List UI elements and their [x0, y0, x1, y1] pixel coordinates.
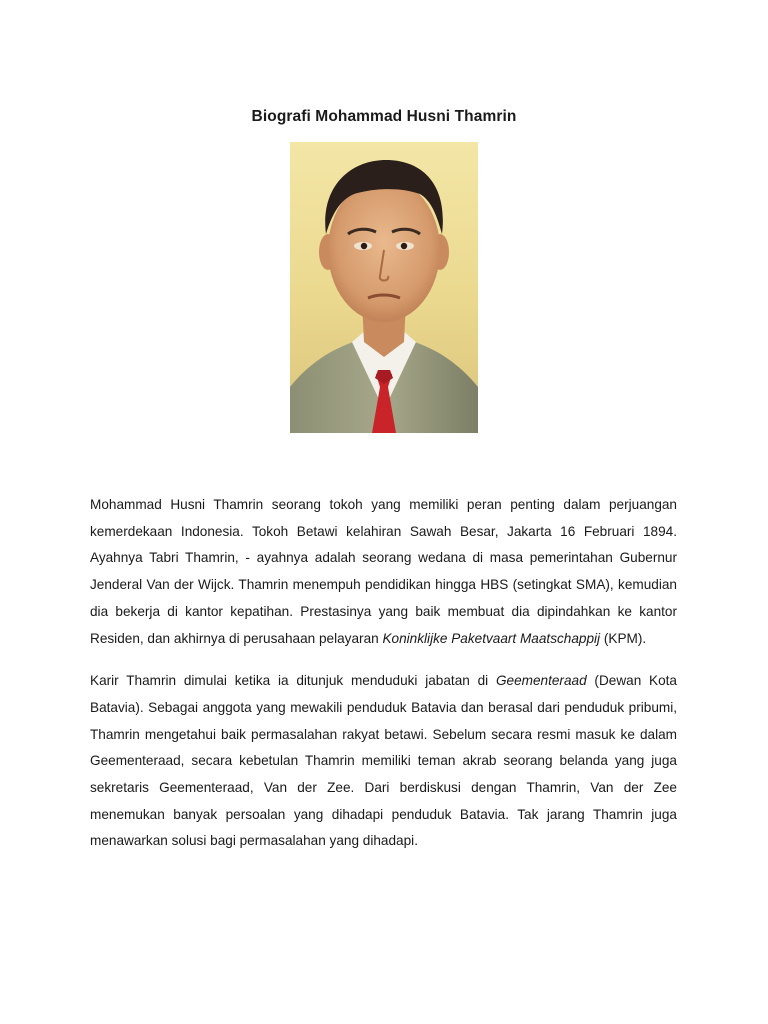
portrait-image: [290, 142, 478, 433]
page-title: Biografi Mohammad Husni Thamrin: [251, 108, 517, 125]
council-name: Geementeraad: [495, 673, 587, 689]
portrait-illustration: [290, 142, 478, 433]
paragraph-2: Karir Thamrin dimulai ketika ia ditunjuk menduduki jabatan di Geementeraad (Dewan Kota Batavia). Sebagai anggota yang mewakili penduduk Batavia dan berasal dari penduduk pribumi, Thamrin mengetahui baik permasalahan rakyat betawi. Sebelum secara resmi masuk ke dalam Geementeraad, secara kebetulan Thamrin memiliki teman akrab seorang belanda yang juga sekretaris Geementeraad, Van der Zee. Dari berdiskusi dengan Thamrin, Van der Zee menemukan banyak persoalan yang dihadapi penduduk Batavia. Tak jarang Thamrin juga menawarkan solusi bagi permasalahan yang dihadapi.: [90, 673, 677, 849]
company-name: Koninklijke Paketvaart Maatschappij: [382, 630, 601, 646]
article-body: [90, 492, 677, 871]
paragraph-1: Mohammad Husni Thamrin seorang tokoh yang memiliki peran penting dalam perjuangan kemerdekaan Indonesia. Tokoh Betawi kelahiran Sawah Besar, Jakarta 16 Februari 1894. Ayahnya Tabri Thamrin, - ayahnya adalah seorang wedana di masa pemerintahan Gubernur Jenderal Van der Wijck. Thamrin menempuh pendidikan hingga HBS (setingkat SMA), kemudian dia bekerja di kantor kepatihan. Prestasinya yang baik membuat dia dipindahkan ke kantor Residen, dan akhirnya di perusahaan pelayaran Koninklijke Paketvaart Maatschappij (KPM).: [90, 497, 677, 646]
